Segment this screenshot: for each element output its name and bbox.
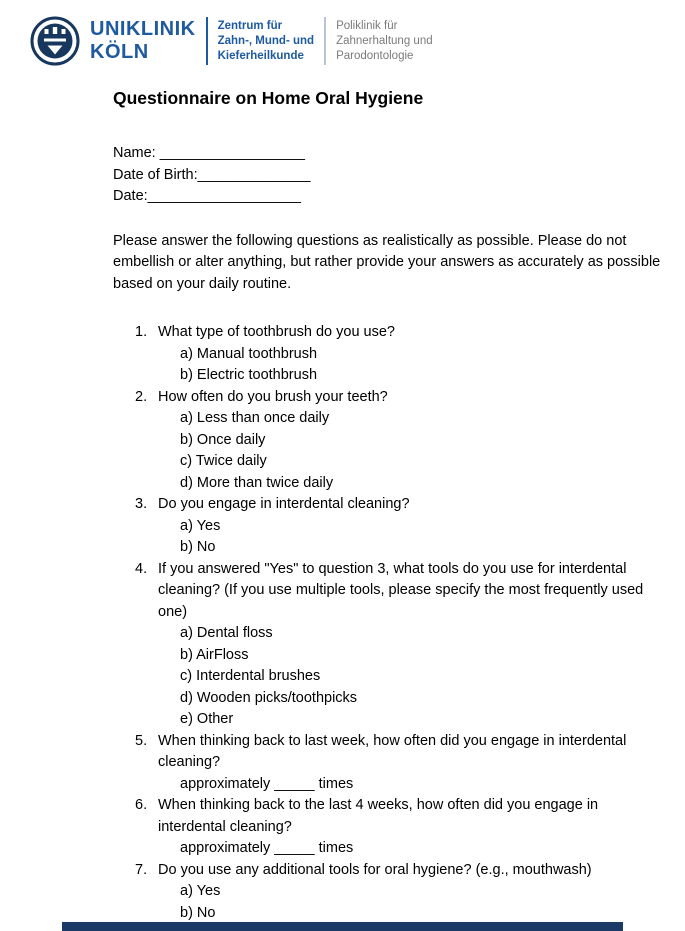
field-blank-line: __________________ xyxy=(155,145,305,161)
question-option: d) Wooden picks/toothpicks xyxy=(180,689,358,706)
question-text: When thinking back to last week, how often did you engage in interdental cleaning? xyxy=(158,732,627,770)
question-option: e) Other xyxy=(180,711,234,727)
question-text: Do you engage in interdental cleaning? xyxy=(158,496,410,512)
question-number: 3. xyxy=(135,496,148,512)
question-number: 1. xyxy=(135,324,148,340)
field-label: Date: xyxy=(113,188,148,204)
field-blank-line: ______________ xyxy=(197,166,311,183)
question-list xyxy=(135,322,669,924)
question-text: How often do you brush your teeth? xyxy=(158,388,388,405)
center-line-1: Zentrum für xyxy=(217,19,283,32)
question-2 xyxy=(135,387,669,495)
uniklinik-wordmark xyxy=(90,18,196,64)
document-body xyxy=(113,88,669,924)
question-option: a) Dental floss xyxy=(180,625,273,641)
question-option: b) No xyxy=(180,904,216,921)
clinic-line-1: Poliklinik für xyxy=(336,19,398,32)
question-3 xyxy=(135,494,669,559)
question-1 xyxy=(135,322,669,387)
question-option: b) Electric toothbrush xyxy=(180,367,318,383)
center-department xyxy=(218,19,314,64)
question-number: 5. xyxy=(135,732,148,749)
question-option: c) Twice daily xyxy=(180,453,267,469)
intro-paragraph: Please answer the following questions as realistically as possible. Please do not embellish or alter anything, but rather provide your answers as accurately as possible based on your daily routine. xyxy=(113,232,661,292)
question-option: a) Yes xyxy=(180,883,221,899)
field-date xyxy=(113,186,669,208)
question-option: b) Once daily xyxy=(180,431,266,448)
question-head xyxy=(135,559,669,624)
page-title: Questionnaire on Home Oral Hygiene xyxy=(113,88,424,108)
question-text: What type of toothbrush do you use? xyxy=(158,324,395,340)
field-name xyxy=(113,143,669,165)
question-head xyxy=(135,860,669,882)
question-option: a) Manual toothbrush xyxy=(180,345,318,362)
field-date-of-birth xyxy=(113,165,669,187)
question-option: c) Interdental brushes xyxy=(180,668,321,684)
center-line-3: Kieferheilkunde xyxy=(217,49,304,62)
question-head xyxy=(135,322,669,344)
question-option: a) Less than once daily xyxy=(180,410,330,426)
footer-bar xyxy=(62,922,623,931)
header-divider xyxy=(324,17,326,65)
center-line-2: Zahn-, Mund- und xyxy=(217,34,315,47)
clinic-department xyxy=(336,19,433,64)
wordmark-line-2: KÖLN xyxy=(90,41,149,63)
letterhead xyxy=(30,16,433,66)
question-number: 2. xyxy=(135,388,148,405)
question-head xyxy=(135,387,669,409)
question-text: If you answered "Yes" to question 3, what tools do you use for interdental cleaning? (If you use multiple tools, please specify the most frequently used one) xyxy=(158,560,644,620)
question-number: 4. xyxy=(135,560,148,577)
field-label: Date of Birth: xyxy=(113,166,198,183)
clinic-line-2: Zahnerhaltung und xyxy=(336,34,433,47)
question-7 xyxy=(135,860,669,925)
question-5 xyxy=(135,731,669,796)
question-option: approximately _____ times xyxy=(180,840,354,856)
question-option: b) No xyxy=(180,539,216,555)
uniklinik-logo-seal-icon xyxy=(30,16,80,66)
clinic-line-3: Parodontologie xyxy=(336,49,414,62)
field-label: Name: xyxy=(113,145,156,161)
question-option: d) More than twice daily xyxy=(180,474,334,491)
question-head xyxy=(135,731,669,774)
question-number: 6. xyxy=(135,797,148,813)
question-4 xyxy=(135,559,669,731)
header-divider xyxy=(206,17,208,65)
question-text: Do you use any additional tools for oral hygiene? (e.g., mouthwash) xyxy=(158,861,592,878)
question-option: approximately _____ times xyxy=(180,775,354,792)
question-6 xyxy=(135,795,669,860)
question-option: b) AirFloss xyxy=(180,646,249,663)
question-text: When thinking back to the last 4 weeks, how often did you engage in interdental cleaning? xyxy=(158,797,599,835)
question-head xyxy=(135,494,669,516)
question-number: 7. xyxy=(135,861,148,878)
form-fields xyxy=(113,143,669,208)
field-blank-line: ___________________ xyxy=(147,188,301,204)
question-option: a) Yes xyxy=(180,517,221,534)
wordmark-line-1: UNIKLINIK xyxy=(90,18,196,40)
question-head xyxy=(135,795,669,838)
